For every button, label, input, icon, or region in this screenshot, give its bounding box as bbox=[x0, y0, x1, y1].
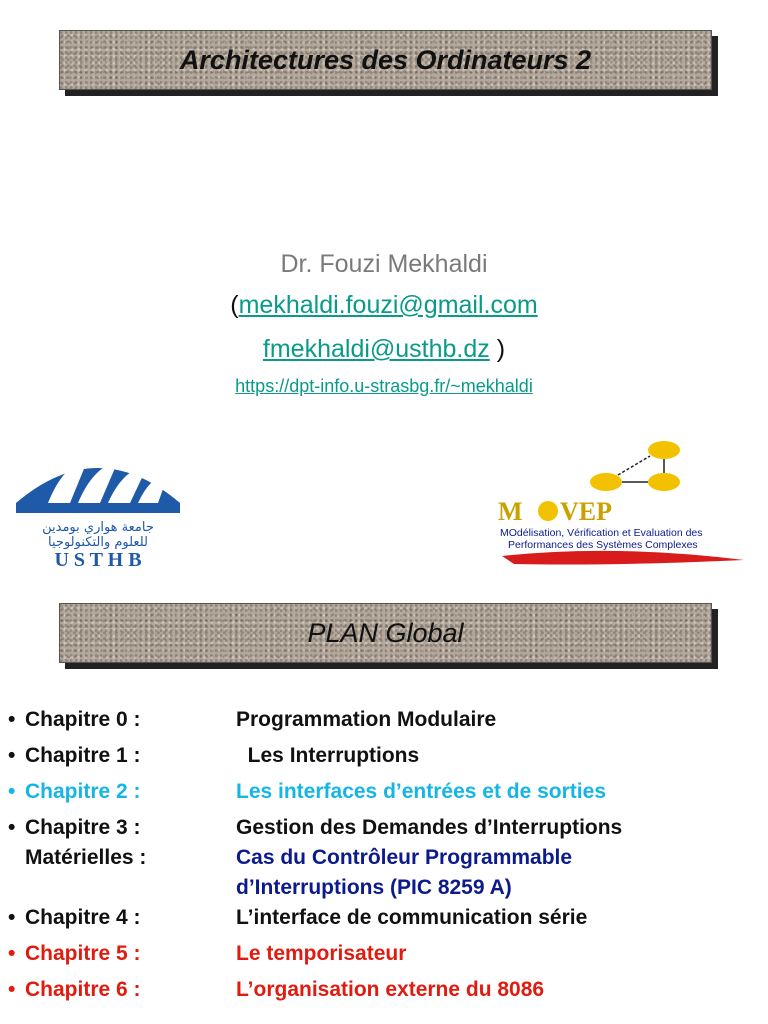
title-banner bbox=[59, 30, 712, 90]
chapter-title: L’interface de communication série bbox=[236, 906, 588, 929]
chapter-label: Chapitre 3 : bbox=[25, 816, 141, 839]
bullet: • bbox=[8, 906, 16, 929]
author-name: Dr. Fouzi Mekhaldi bbox=[280, 250, 488, 278]
movep-tagline-1: MOdélisation, Vérification et Evaluation des bbox=[500, 527, 703, 539]
chapter-label: Chapitre 2 : bbox=[25, 780, 141, 803]
bullet: • bbox=[8, 780, 16, 803]
chapter-title: Gestion des Demandes d’Interruptions bbox=[236, 816, 623, 839]
plan-title: PLAN Global bbox=[307, 617, 464, 648]
bullet: • bbox=[8, 942, 16, 965]
bullet: • bbox=[8, 978, 16, 1001]
close-paren: ) bbox=[489, 335, 506, 363]
movep-swoosh bbox=[502, 551, 744, 565]
open-paren: ( bbox=[230, 291, 239, 319]
plan-list bbox=[8, 708, 748, 1014]
chapter-subtitle: Matérielles : bbox=[25, 846, 147, 869]
usthb-acronym: U S T H B bbox=[54, 549, 142, 570]
email-link-usthb[interactable]: fmekhaldi@usthb.dz bbox=[262, 335, 490, 363]
plan-item-1 bbox=[8, 744, 748, 780]
chapter-title: Le temporisateur bbox=[236, 942, 407, 965]
email-line-2 bbox=[0, 335, 768, 364]
usthb-logo bbox=[8, 445, 188, 570]
chapter-label: Chapitre 5 : bbox=[25, 942, 141, 965]
movep-tagline-2: Performances des Systèmes Complexes bbox=[508, 539, 698, 551]
usthb-arabic-2: للعلوم والتكنولوجيا bbox=[48, 535, 148, 550]
email-line-1 bbox=[0, 291, 768, 320]
website-link[interactable]: https://dpt-info.u-strasbg.fr/~mekhaldi bbox=[235, 376, 533, 396]
chapter-title: L’organisation externe du 8086 bbox=[236, 978, 545, 1001]
chapter-label: Chapitre 0 : bbox=[25, 708, 141, 731]
chapter-title-line-2: Cas du Contrôleur Programmable bbox=[236, 846, 573, 869]
chapter-label: Chapitre 1 : bbox=[25, 744, 141, 767]
chapter-title: Les interfaces d’entrées et de sorties bbox=[236, 780, 606, 803]
course-title: Architectures des Ordinateurs 2 bbox=[179, 44, 592, 75]
movep-o-dot bbox=[538, 501, 558, 521]
plan-item-6 bbox=[8, 978, 748, 1014]
bullet: • bbox=[8, 744, 16, 767]
movep-wordmark-m: M bbox=[498, 497, 523, 526]
chapter-title: Programmation Modulaire bbox=[236, 708, 497, 731]
movep-wordmark-vep: VEP bbox=[560, 497, 612, 526]
movep-logo bbox=[494, 432, 760, 572]
chapter-label: Chapitre 6 : bbox=[25, 978, 141, 1001]
usthb-arabic-1: جامعة هواري بومدين bbox=[42, 520, 154, 535]
email-link-gmail[interactable]: mekhaldi.fouzi@gmail.com bbox=[238, 291, 538, 319]
plan-banner bbox=[59, 603, 712, 663]
plan-item-4 bbox=[8, 906, 748, 942]
bullet: • bbox=[8, 816, 16, 839]
chapter-title: Les Interruptions bbox=[236, 744, 420, 767]
bullet: • bbox=[8, 708, 16, 731]
plan-item-0 bbox=[8, 708, 748, 744]
chapter-label: Chapitre 4 : bbox=[25, 906, 141, 929]
plan-item-2 bbox=[8, 780, 748, 816]
plan-item-3 bbox=[8, 816, 748, 906]
chapter-title-line-3: d’Interruptions (PIC 8259 A) bbox=[236, 876, 512, 899]
website-line bbox=[0, 376, 768, 397]
plan-item-5 bbox=[8, 942, 748, 978]
